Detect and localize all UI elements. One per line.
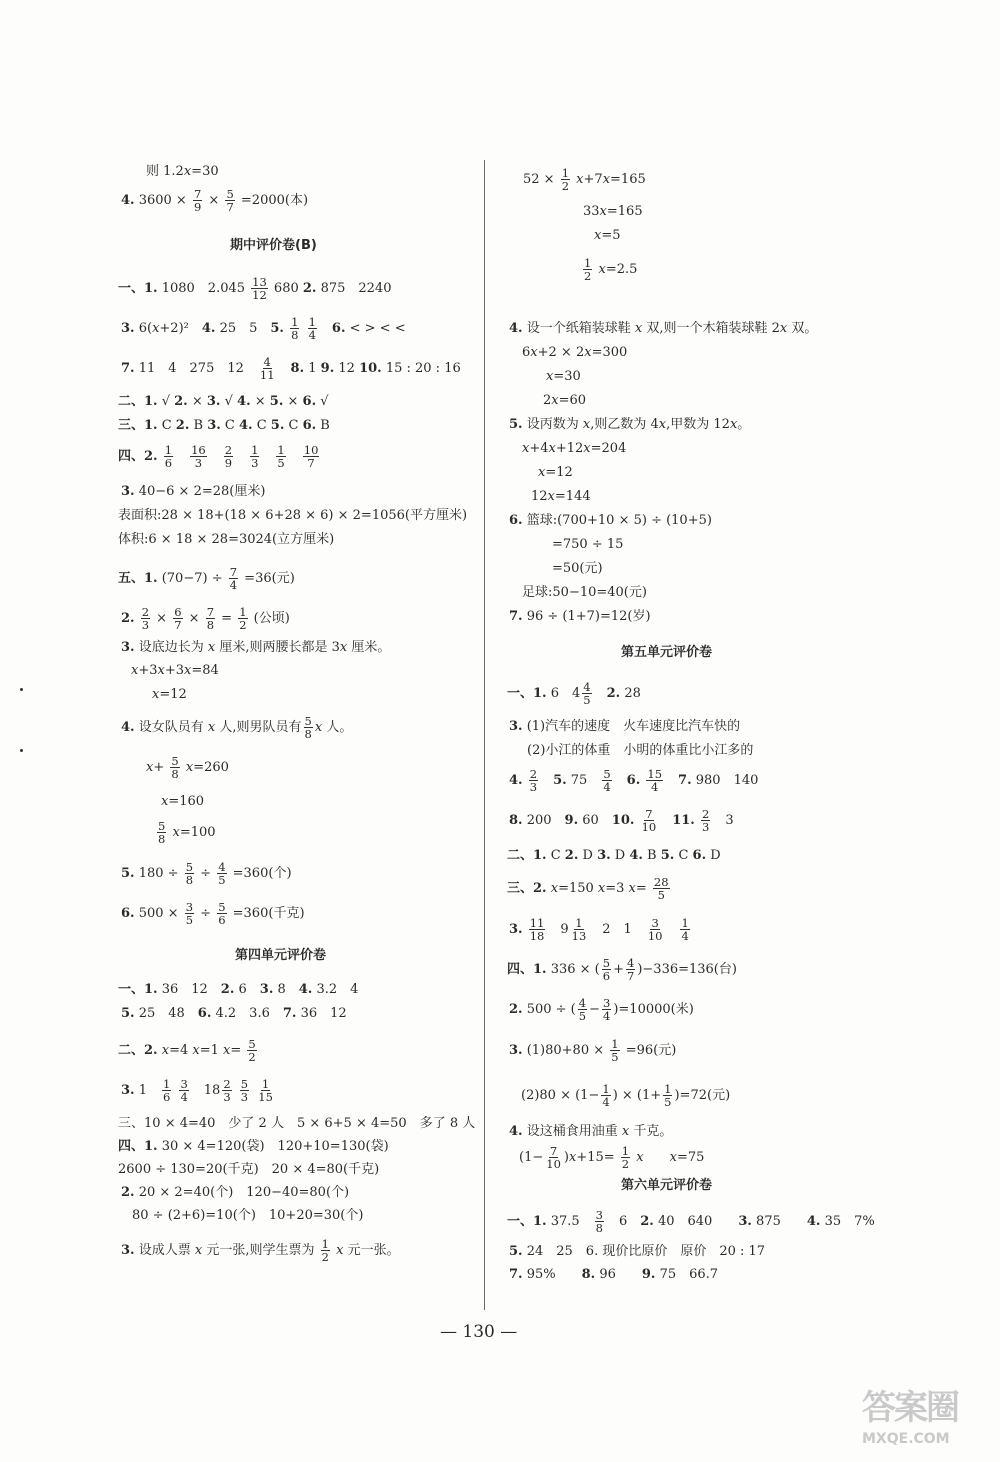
- watermark-logo: 答案圈 MXQE.COM: [862, 1388, 958, 1447]
- answer-line: 一、1. 37.5 $\frac{3}{8}$ 6 2. 40 640 3. 875 4. 35 7%: [507, 1208, 875, 1236]
- answer-line: x+3x+3x=84: [131, 663, 219, 678]
- answer-line: 一、1. 36 12 2. 6 3. 8 4. 3.2 4: [118, 982, 359, 997]
- section-heading: 第六单元评价卷: [621, 1178, 713, 1193]
- answer-line: 表面积:28 × 18+(18 × 6+28 × 6) × 2=1056(平方厘米): [118, 508, 468, 523]
- answer-line: 4. 设女队员有 x 人,则男队员有 $\frac{5}{8}$ x 人。: [121, 714, 353, 742]
- column-divider: [484, 160, 485, 1310]
- answer-line: 6. 篮球:(700+10 × 5) ÷ (10+5): [509, 513, 712, 528]
- answer-line: 则 1.2x=30: [146, 164, 219, 179]
- answer-line: 5. 设丙数为 x,则乙数为 4x,甲数为 12x。: [509, 417, 751, 432]
- answer-line: 2. $\frac{2}{3}$ × $\frac{6}{7}$ × $\frac{7}{8}$ = $\frac{1}{2}$ (公顷): [121, 605, 290, 633]
- answer-line: x=30: [546, 369, 581, 384]
- answer-line: 四、2. $\frac{1}{6}$ $\frac{16}{3}$ $\frac{2}{9}$ $\frac{1}{3}$ $\frac{1}{5}$ $\frac{10}{7}$: [118, 443, 319, 471]
- answer-line: 2x=60: [543, 393, 587, 408]
- scan-speck: [20, 749, 23, 752]
- answer-line: 3. (1)80+80 × $\frac{1}{5}$ =96(元): [509, 1037, 677, 1065]
- answer-line: 二、1. C 2. D 3. D 4. B 5. C 6. D: [507, 848, 721, 863]
- answer-line: 三、1. C 2. B 3. C 4. C 5. C 6. B: [118, 418, 330, 433]
- answer-line: 80 ÷ (2+6)=10(个) 10+20=30(个): [132, 1208, 364, 1223]
- answer-line: x=12: [538, 465, 573, 480]
- answer-line: 3. 1 $\frac{1}{6}$ $\frac{3}{4}$ 18 $\frac{2}{3}$ $\frac{5}{3}$ $\frac{1}{15}$: [121, 1077, 273, 1105]
- answer-line: (1− $\frac{7}{10}$ )x+15= $\frac{1}{2}$ x x=75: [519, 1144, 705, 1172]
- answer-line: 体积:6 × 18 × 28=3024(立方厘米): [118, 532, 335, 547]
- answer-line: 2. 20 × 2=40(个) 120−40=80(个): [121, 1185, 350, 1200]
- answer-line: 33x=165: [583, 204, 643, 219]
- answer-line: 7. 11 4 275 12 $\frac{4}{11}$ 8. 1 9. 12 10. 15 : 20 : 16: [121, 355, 461, 383]
- answer-line: 5. 180 ÷ $\frac{5}{8}$ ÷ $\frac{4}{5}$ =360(个): [121, 860, 292, 888]
- answer-line: 足球:50−10=40(元): [522, 585, 647, 600]
- page-number: — 130 —: [440, 1322, 518, 1342]
- answer-line: $\frac{1}{2}$ x=2.5: [584, 256, 638, 284]
- answer-line: 三、10 × 4=40 少了 2 人 5 × 6+5 × 4=50 多了 8 人: [118, 1116, 476, 1131]
- section-heading: 第五单元评价卷: [621, 645, 713, 660]
- answer-line: 4. 3600 × $\frac{7}{9}$ × $\frac{5}{7}$ =2000(本): [121, 187, 309, 215]
- answer-line: 3. 设底边长为 x 厘米,则两腰长都是 3x 厘米。: [121, 640, 391, 655]
- answer-line: 3. (1)汽车的速度 火车速度比汽车快的: [509, 719, 741, 734]
- answer-line: 6x+2 × 2x=300: [522, 345, 628, 360]
- answer-line: 2600 ÷ 130=20(千克) 20 × 4=80(千克): [118, 1162, 380, 1177]
- answer-line: x+4x+12x=204: [522, 441, 627, 456]
- answer-line: 二、1. √ 2. × 3. √ 4. × 5. × 6. √: [118, 394, 329, 409]
- answer-line: 3. 设成人票 x 元一张,则学生票为 $\frac{1}{2}$ x 元一张。: [121, 1237, 400, 1265]
- answer-line: 四、1. 30 × 4=120(袋) 120+10=130(袋): [118, 1139, 389, 1154]
- answer-line: 5. 25 48 6. 4.2 3.6 7. 36 12: [121, 1006, 347, 1021]
- answer-line: 52 × $\frac{1}{2}$ x+7x=165: [523, 166, 646, 194]
- answer-line: =50(元): [552, 561, 603, 576]
- answer-line: 6. 500 × $\frac{3}{5}$ ÷ $\frac{5}{6}$ =360(千克): [121, 900, 305, 928]
- answer-line: 4. 设一个纸箱装球鞋 x 双,则一个木箱装球鞋 2x 双。: [509, 321, 818, 336]
- answer-line: 3. 40−6 × 2=28(厘米): [121, 484, 266, 499]
- answer-line: 3. $\frac{11}{18}$ 9 $\frac{1}{13}$ 2 1 $\frac{3}{10}$ $\frac{1}{4}$: [509, 916, 689, 944]
- answer-line: 7. 96 ÷ (1+7)=12(岁): [509, 609, 651, 624]
- answer-line: 五、1. (70−7) ÷ $\frac{7}{4}$ =36(元): [118, 565, 295, 593]
- answer-line: 3. 6(x+2)² 4. 25 5 5. $\frac{1}{8}$ $\frac{1}{4}$ 6. < > < <: [121, 315, 406, 343]
- answer-line: =750 ÷ 15: [552, 537, 624, 552]
- answer-line: x+ $\frac{5}{8}$ x=260: [146, 754, 229, 782]
- answer-line: 4. 设这桶食用油重 x 千克。: [509, 1124, 673, 1139]
- answer-line: 三、2. x=150 x=3 x= $\frac{28}{5}$: [507, 875, 669, 903]
- answer-line: (2)80 × (1− $\frac{1}{4}$ ) × (1+ $\frac{1}{5}$ )=72(元): [521, 1082, 731, 1110]
- answer-line: (2)小江的体重 小明的体重比小江多的: [527, 743, 754, 758]
- answer-line: x=12: [152, 687, 187, 702]
- section-heading: 期中评价卷(B): [230, 238, 317, 253]
- answer-line: 12x=144: [531, 489, 591, 504]
- answer-line: 8. 200 9. 60 10. $\frac{7}{10}$ 11. $\frac{2}{3}$ 3: [509, 807, 734, 835]
- answer-line: 二、2. x=4 x=1 x= $\frac{5}{2}$: [118, 1037, 256, 1065]
- answer-line: x=160: [161, 794, 205, 809]
- answer-line: 2. 500 ÷ ( $\frac{4}{5}$ − $\frac{3}{4}$ )=10000(米): [509, 996, 694, 1024]
- section-heading: 第四单元评价卷: [235, 948, 327, 963]
- answer-line: x=5: [594, 228, 621, 243]
- answer-line: 一、1. 6 4 $\frac{4}{5}$ 2. 28: [507, 680, 641, 708]
- scan-speck: [20, 688, 23, 691]
- answer-line: 5. 24 25 6. 现价比原价 原价 20 : 17: [509, 1244, 766, 1259]
- answer-line: 一、1. 1080 2.045 $\frac{13}{12}$ 680 2. 875 2240: [118, 275, 392, 303]
- answer-line: $\frac{5}{8}$ x=100: [158, 819, 216, 847]
- answer-line: 四、1. 336 × ( $\frac{5}{6}$ + $\frac{4}{7}$ )−336=136(台): [507, 956, 737, 984]
- answer-line: 7. 95% 8. 96 9. 75 66.7: [509, 1267, 719, 1282]
- answer-line: 4. $\frac{2}{3}$ 5. 75 $\frac{5}{4}$ 6. $\frac{15}{4}$ 7. 980 140: [509, 767, 759, 795]
